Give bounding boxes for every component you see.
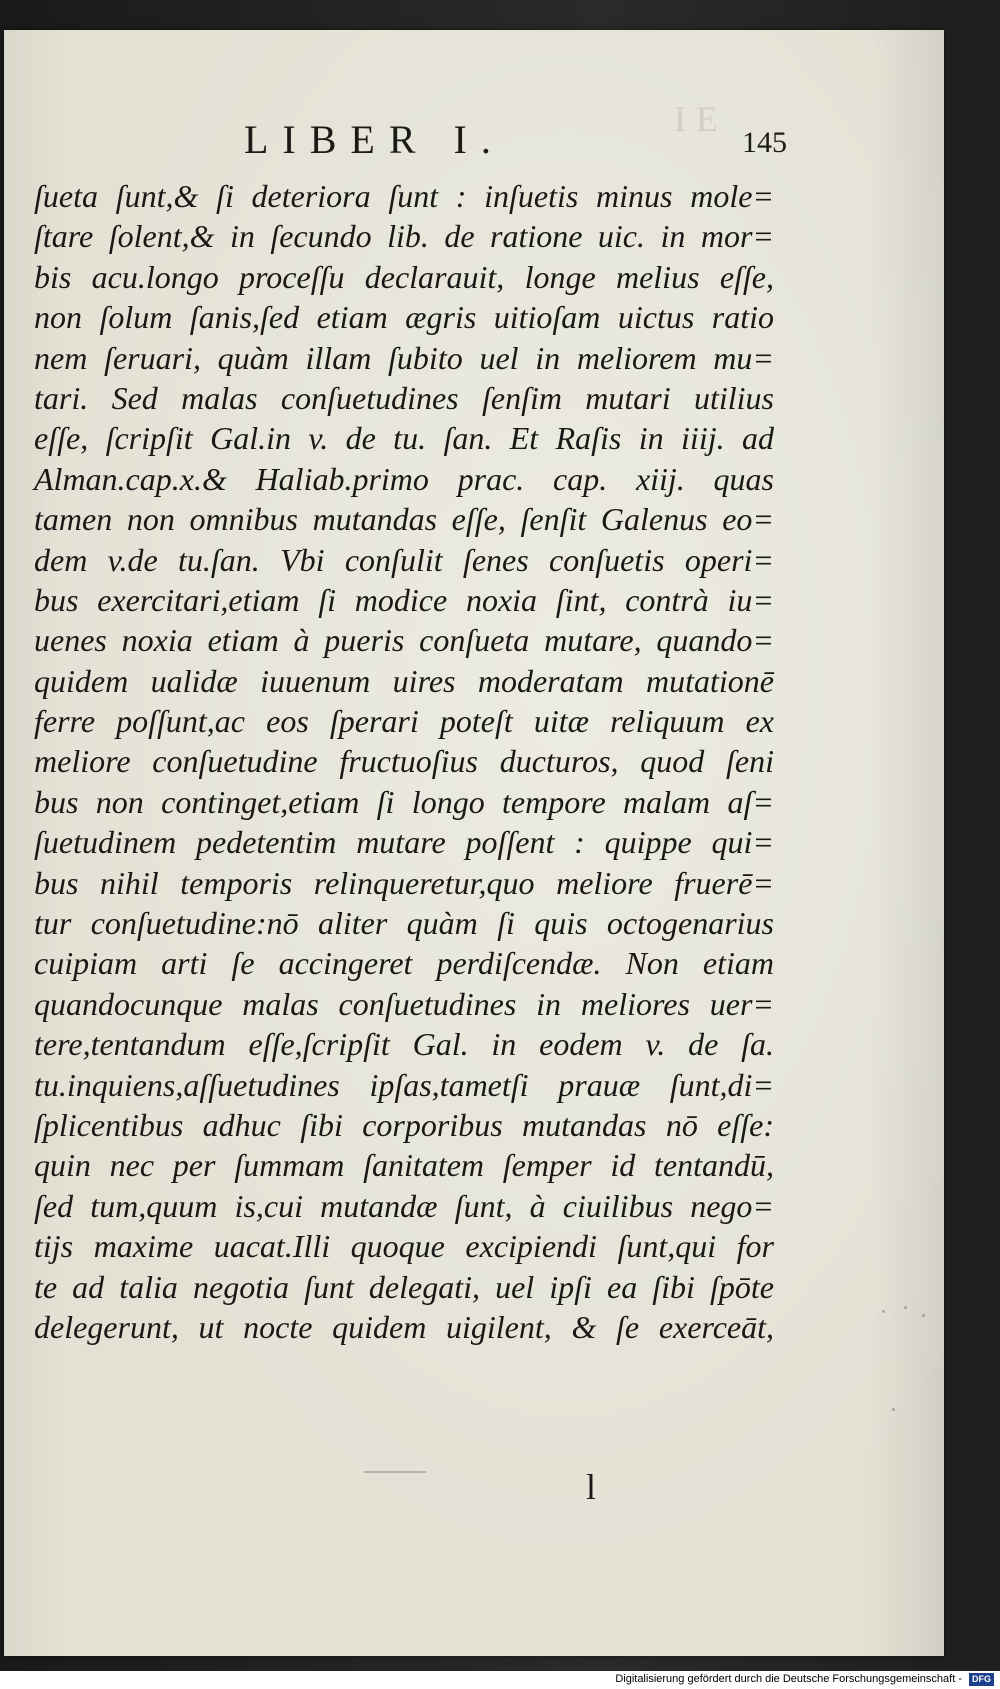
text-line: tari. Sed malas conſuetudines ſenſim mutari utilius (34, 379, 774, 416)
text-line: ſed tum,quum is,cui mutandæ ſunt, à ciuilibus nego= (34, 1187, 774, 1224)
text-line: bis acu.longo proceſſu declarauit, longe melius eſſe, (34, 258, 774, 295)
body-text (34, 176, 774, 1347)
show-through-heading: IE (674, 99, 728, 139)
text-line: quin nec per ſummam ſanitatem ſemper id tentandū, (34, 1147, 774, 1184)
signature-mark: l (586, 1467, 597, 1507)
margin-specks (874, 1300, 934, 1420)
text-line: quidem ualidæ iuuenum uires moderatam mutationē (34, 662, 774, 699)
text-line: non ſolum ſanis,ſed etiam ægris uitioſam uictus ratio (34, 299, 774, 336)
text-line: delegerunt, ut nocte quidem uigilent, & ſe exerceāt, (34, 1308, 774, 1345)
dfg-logo: DFG (969, 1673, 994, 1686)
text-line: bus non continget,etiam ſi longo tempore malam aſ= (34, 783, 774, 820)
text-line: ſplicentibus adhuc ſibi corporibus mutandas nō eſſe: (34, 1106, 774, 1143)
text-line: meliore conſuetudine fructuoſius ducturos, quod ſeni (34, 743, 774, 780)
text-line: ſtare ſolent,& in ſecundo lib. de ratione uic. in mor= (34, 218, 774, 255)
book-page (4, 30, 944, 1656)
text-line: tere,tentandum eſſe,ſcripſit Gal. in eodem v. de ſa. (34, 1026, 774, 1063)
text-line: ſuetudinem pedetentim mutare poſſent : quippe qui= (34, 824, 774, 861)
text-line: tur conſuetudine:nō aliter quàm ſi quis octogenarius (34, 905, 774, 942)
text-line: ferre poſſunt,ac eos ſperari poteſt uitæ reliquum ex (34, 703, 774, 740)
page-number: 145 (742, 126, 787, 159)
text-line: uenes noxia etiam à pueris conſueta mutare, quando= (34, 622, 774, 659)
running-head: LIBER I. (244, 117, 505, 162)
text-line: tamen non omnibus mutandas eſſe, ſenſit Galenus eo= (34, 501, 774, 538)
text-line: tu.inquiens,aſſuetudines ipſas,tametſi prauæ ſunt,di= (34, 1066, 774, 1103)
text-line: ſueta ſunt,& ſi deteriora ſunt : inſuetis minus mole= (34, 178, 774, 214)
text-line: Alman.cap.x.& Haliab.primo prac. cap. xiij. quas (34, 460, 774, 497)
text-line: cuipiam arti ſe accingeret perdiſcendæ. Non etiam (34, 945, 774, 982)
text-line: dem v.de tu.ſan. Vbi conſulit ſenes conſuetis operi= (34, 541, 774, 578)
text-line: tijs maxime uacat.Illi quoque excipiendi ſunt,qui for (34, 1228, 774, 1265)
decorative-rule (364, 1471, 426, 1473)
text-line: nem ſeruari, quàm illam ſubito uel in meliorem mu= (34, 339, 774, 376)
digitization-credit: Digitalisierung gefördert durch die Deutsche Forschungsgemeinschaft - (615, 1673, 962, 1685)
text-line: bus exercitari,etiam ſi modice noxia ſint, contrà iu= (34, 581, 774, 618)
text-line: quandocunque malas conſuetudines in meliores uer= (34, 985, 774, 1022)
text-line: bus nihil temporis relinqueretur,quo meliore fruerē= (34, 864, 774, 901)
text-line: te ad talia negotia ſunt delegati, uel ipſi ea ſibi ſpōte (34, 1268, 774, 1305)
text-line: eſſe, ſcripſit Gal.in v. de tu. ſan. Et Raſis in iiij. ad (34, 420, 774, 457)
